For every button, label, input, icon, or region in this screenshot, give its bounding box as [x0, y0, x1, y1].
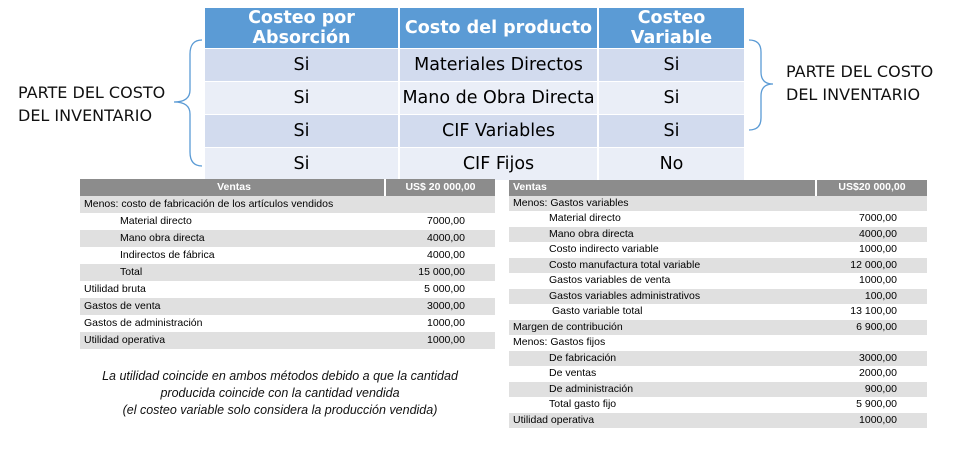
- row-value: 900,00: [816, 382, 927, 398]
- cell-absorption: Si: [205, 81, 400, 114]
- row-value: 6 900,00: [816, 320, 927, 336]
- table-row: [80, 247, 495, 264]
- header-sales-value: US$20 000,00: [816, 180, 927, 196]
- cell-absorption: Si: [205, 114, 400, 147]
- row-value: 4000,00: [385, 247, 495, 264]
- row-label: Gastos de venta: [80, 298, 385, 315]
- cell-absorption: Si: [205, 147, 400, 180]
- cell-variable: Si: [599, 114, 744, 147]
- table-row: [509, 397, 927, 413]
- left-label-line: PARTE DEL COSTO: [18, 83, 166, 102]
- table-row: [509, 366, 927, 382]
- table-row: [80, 264, 495, 281]
- cell-cost-item: Mano de Obra Directa: [400, 81, 599, 114]
- right-brace-icon: [747, 38, 775, 134]
- row-label: Menos: Gastos fijos: [509, 335, 816, 351]
- table-row: [509, 382, 927, 398]
- row-label: De administración: [509, 382, 816, 398]
- costing-comparison-table: [205, 8, 744, 180]
- header-absorption: Costeo por Absorción: [205, 8, 400, 48]
- row-value: 12 000,00: [816, 258, 927, 274]
- note-line: La utilidad coincide en ambos métodos debido a que la cantidad: [102, 369, 458, 383]
- row-label: Gastos de administración: [80, 315, 385, 332]
- cell-cost-item: Materiales Directos: [400, 48, 599, 81]
- table-row: [509, 258, 927, 274]
- row-label: Gastos variables administrativos: [509, 289, 816, 305]
- row-value: 4000,00: [816, 227, 927, 243]
- row-value: 1000,00: [816, 273, 927, 289]
- row-value: 3000,00: [385, 298, 495, 315]
- absorption-income-statement: [80, 179, 495, 349]
- explanation-note: [72, 368, 488, 419]
- row-label: Total: [80, 264, 385, 281]
- statement-header-row: [80, 179, 495, 196]
- left-brace-icon: [170, 38, 206, 170]
- left-inventory-label: [18, 81, 165, 127]
- row-label: De fabricación: [509, 351, 816, 367]
- row-label: Margen de contribución: [509, 320, 816, 336]
- row-label: Gastos variables de venta: [509, 273, 816, 289]
- table-row: [509, 320, 927, 336]
- row-value: 1000,00: [816, 413, 927, 429]
- header-sales-label: Ventas: [509, 180, 816, 196]
- table-row: [80, 213, 495, 230]
- variable-income-statement: [509, 180, 927, 428]
- row-value: 1000,00: [385, 315, 495, 332]
- row-label: Costo manufactura total variable: [509, 258, 816, 274]
- table-row: [205, 48, 744, 81]
- row-label: Gasto variable total: [509, 304, 816, 320]
- note-line: producida coincide con la cantidad vendida: [160, 386, 400, 400]
- cell-cost-item: CIF Variables: [400, 114, 599, 147]
- row-value: 1000,00: [385, 332, 495, 349]
- cell-absorption: Si: [205, 48, 400, 81]
- row-value: [816, 196, 927, 212]
- table-row: [80, 196, 495, 213]
- row-value: 7000,00: [816, 211, 927, 227]
- table-row: [205, 114, 744, 147]
- table-row: [509, 242, 927, 258]
- row-value: 100,00: [816, 289, 927, 305]
- row-value: [385, 196, 495, 213]
- table-row: [509, 289, 927, 305]
- row-value: 4000,00: [385, 230, 495, 247]
- row-value: 5 000,00: [385, 281, 495, 298]
- table-row: [80, 315, 495, 332]
- row-label: Utilidad bruta: [80, 281, 385, 298]
- row-label: De ventas: [509, 366, 816, 382]
- cell-variable: Si: [599, 48, 744, 81]
- table-row: [509, 196, 927, 212]
- comparison-header-row: [205, 8, 744, 48]
- cell-variable: No: [599, 147, 744, 180]
- cell-cost-item: CIF Fijos: [400, 147, 599, 180]
- row-label: Total gasto fijo: [509, 397, 816, 413]
- header-sales-value: US$ 20 000,00: [385, 179, 495, 196]
- left-label-line: DEL INVENTARIO: [18, 106, 153, 125]
- row-value: 5 900,00: [816, 397, 927, 413]
- table-row: [80, 298, 495, 315]
- statement-header-row: [509, 180, 927, 196]
- table-row: [509, 335, 927, 351]
- row-label: Material directo: [509, 211, 816, 227]
- row-value: 2000,00: [816, 366, 927, 382]
- header-variable: Costeo Variable: [599, 8, 744, 48]
- right-label-line: DEL INVENTARIO: [786, 85, 921, 104]
- table-row: [509, 227, 927, 243]
- row-label: Menos: costo de fabricación de los artículos vendidos: [80, 196, 385, 213]
- table-row: [80, 230, 495, 247]
- row-label: Menos: Gastos variables: [509, 196, 816, 212]
- right-inventory-label: [786, 60, 933, 106]
- table-row: [205, 81, 744, 114]
- cell-variable: Si: [599, 81, 744, 114]
- row-label: Indirectos de fábrica: [80, 247, 385, 264]
- table-row: [509, 413, 927, 429]
- row-label: Utilidad operativa: [80, 332, 385, 349]
- row-value: 7000,00: [385, 213, 495, 230]
- header-sales-label: Ventas: [80, 179, 385, 196]
- row-label: Material directo: [80, 213, 385, 230]
- table-row: [509, 304, 927, 320]
- row-value: 15 000,00: [385, 264, 495, 281]
- note-line: (el costeo variable solo considera la producción vendida): [122, 403, 438, 417]
- row-label: Utilidad operativa: [509, 413, 816, 429]
- row-value: [816, 335, 927, 351]
- row-value: 1000,00: [816, 242, 927, 258]
- table-row: [509, 273, 927, 289]
- table-row: [80, 332, 495, 349]
- row-label: Mano obra directa: [509, 227, 816, 243]
- header-product-cost: Costo del producto: [400, 8, 599, 48]
- row-label: Costo indirecto variable: [509, 242, 816, 258]
- table-row: [509, 351, 927, 367]
- row-value: 3000,00: [816, 351, 927, 367]
- table-row: [509, 211, 927, 227]
- row-value: 13 100,00: [816, 304, 927, 320]
- table-row: [80, 281, 495, 298]
- right-label-line: PARTE DEL COSTO: [786, 62, 934, 81]
- table-row: [205, 147, 744, 180]
- row-label: Mano obra directa: [80, 230, 385, 247]
